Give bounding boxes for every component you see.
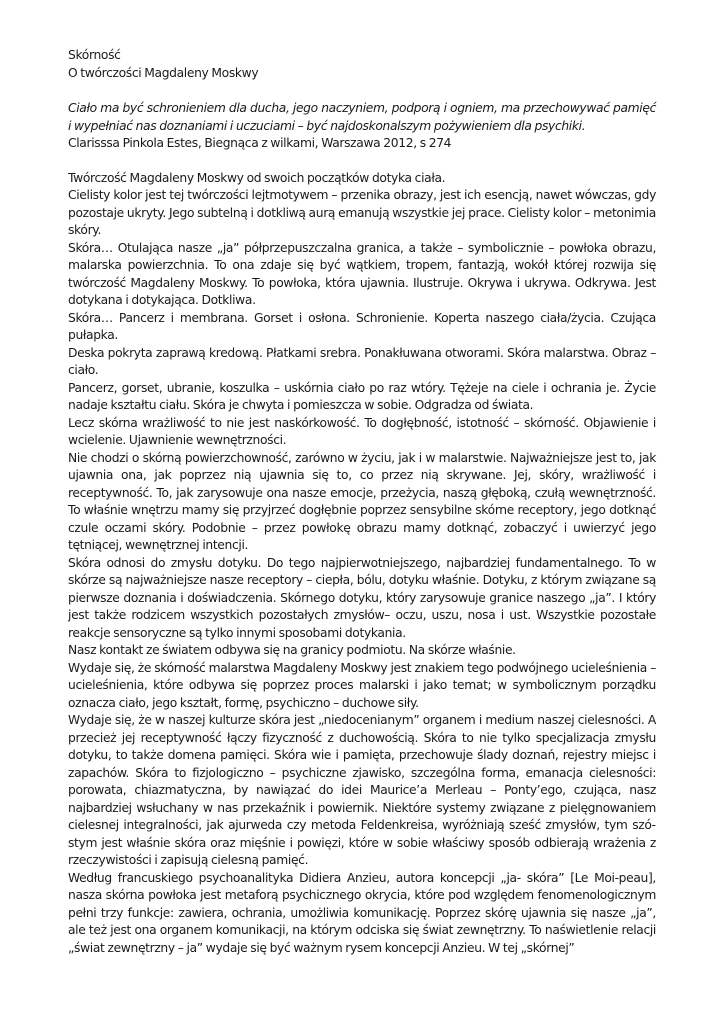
paragraph: Skóra… Otulająca nasze „ja” półprzepuszczalna granica, a także – symbolicznie – powłoka obrazu, malarska powierzchnia. To ona zdaje się być wątkiem, tropem, fantazją, wokół której rozwija się twórczość Magdaleny Moskwy. To powłoka, która ujawnia. Ilustruje. Okrywa i ukrywa. Odkrywa. Jest dotykana i dotykająca. Dotkliwa. [68, 240, 656, 307]
document-title: Skórność [68, 48, 121, 62]
paragraph: Deska pokryta zaprawą kredową. Płatkami srebra. Ponakłuwana otworami. Skóra malarstwa. Obraz – ciało. [68, 345, 656, 377]
paragraph: Skóra odnosi do zmysłu dotyku. Do tego najpierwotniejszego, najbardziej fundamentalnego. To w skórze są najważniejsze nasze receptory – ciepła, bólu, dotyku właśnie. Dotyku, z którym związane są pierwsze doznania i doświadczenia. Skórnego dotyku, który zarysowuje granice naszego „ja”. I który jest także rodzicem wszystkich pozostałych zmysłów– oczu, uszu, nosa i ust. Wszystkie pozostałe reakcje sensoryczne są tylko innymi sposobami dotykania. [68, 555, 656, 640]
paragraph: Nasz kontakt ze światem odbywa się na granicy podmiotu. Na skórze właśnie. [68, 643, 516, 657]
paragraph: Według francuskiego psychoanalityka Didiera Anzieu, autora koncepcji „ja- skóra” [Le Moi-peau], nasza skórna powłoka jest metaforą psychicznego okrycia, które pod względem fenomenologicznym pełni trzy funkcje: zawiera, ochrania, umożliwia komunikację. Poprzez skórę ujawnia się nasze „ja”, ale też jest ona organem komunikacji, na którym odciska się świat zewnętrzny. To naświetlenie relacji „świat zewnętrzny – ja” wydaje się być ważnym rysem koncepcji Anzieu. W tej „skórnej” [68, 870, 656, 955]
paragraph: Wydaje się, że w naszej kulturze skóra jest „niedocenianym” organem i medium naszej cielesności. A przecież jej receptywność łączy fizyczność z duchowością. Skóra to nie tylko specjalizacja zmysłu dotyku, to także domena pamięci. Skóra wie i pamięta, przechowuje ślady doznań, rejestry miejsc i zapachów. Skóra to fizjologiczno – psychiczne zjawisko, szczególna forma, emanacja cielesności: porowata, chiazmatyczna, by nawiązać do idei Maurice’a Merleau – Ponty’ego, czująca, nasz najbardziej wsłuchany w nas przekaźnik i powiernik. Niektóre systemy związane z pielęgnowaniem cielesnej integralności, jak ajurweda czy metoda Feldenkreisa, wyróżniają sześć zmysłów, tym szóstym jest właśnie skóra oraz mięśnie i powięzi, które w sobie właściwy sposób odbierają wrażenia z rzeczywistości i zapisują cielesną pamięć. [68, 713, 656, 867]
paragraph: Skóra… Pancerz i membrana. Gorset i osłona. Schronienie. Koperta naszego ciała/życia. Czująca pułapka. [68, 310, 656, 342]
body-text [68, 170, 656, 958]
paragraph: Twórczość Magdaleny Moskwy od swoich początków dotyka ciała. [68, 170, 446, 185]
epigraph-source: Clarisssa Pinkola Estes, Biegnąca z wilkami, Warszawa 2012, s 274 [68, 136, 452, 150]
title-block [68, 47, 656, 82]
paragraph: Lecz skórna wrażliwość to nie jest naskórkowość. To dogłębność, istotność – skórność. Objawienie i wcielenie. Ujawnienie wewnętrzności. [68, 415, 656, 447]
document-page [68, 47, 656, 957]
paragraph: Pancerz, gorset, ubranie, koszulka – uskórnia ciało po raz wtóry. Tężeje na ciele i ochrania je. Życie nadaje kształtu ciału. Skóra je chwyta i pomieszcza w sobie. Odgradza od świata. [68, 380, 656, 412]
document-subtitle: O twórczości Magdaleny Moskwy [68, 65, 259, 80]
epigraph-quote: Ciało ma być schronieniem dla ducha, jego naczyniem, podporą i ogniem, ma przechowywać pamięć i wypełniać nas doznaniami i uczuciami – być najdoskonalszym pożywieniem dla psychiki. [68, 101, 656, 133]
paragraph: Cielisty kolor jest tej twórczości lejtmotywem – przenika obrazy, jest ich esencją, nawet wówczas, gdy pozostaje ukryty. Jego subtelną i dotkliwą aurą emanują wszystkie jej prace. Cielisty kolor – metonimia skóry. [68, 188, 656, 237]
paragraph: Nie chodzi o skórną powierzchowność, zarówno w życiu, jak i w malarstwie. Najważniejsze jest to, jak ujawnia ona, jak poprzez nią ujawnia się to, co przez nią skrywane. Jej, skóry, wrażliwość i receptywność. To, jak zarysowuje ona nasze emocje, przeżycia, naszą głęboką, czułą wewnętrzność. To właśnie wnętrzu mamy się przyjrzeć dogłębnie poprzez sensybilne skórne receptory, jego dotknąć czule oczami skóry. Podobnie – przez powłokę obrazu mamy dotknąć, zobaczyć i uwierzyć jego tętniącej, wewnętrznej intencji. [68, 450, 656, 552]
paragraph: Wydaje się, że skórność malarstwa Magdaleny Moskwy jest znakiem tego podwójnego ucieleśnienia – ucieleśnienia, które odbywa się poprzez proces malarski i jako temat; w symbolicznym porządku oznacza ciało, jego kształt, formę, psychiczno – duchowe siły. [68, 660, 656, 710]
epigraph [68, 100, 656, 153]
